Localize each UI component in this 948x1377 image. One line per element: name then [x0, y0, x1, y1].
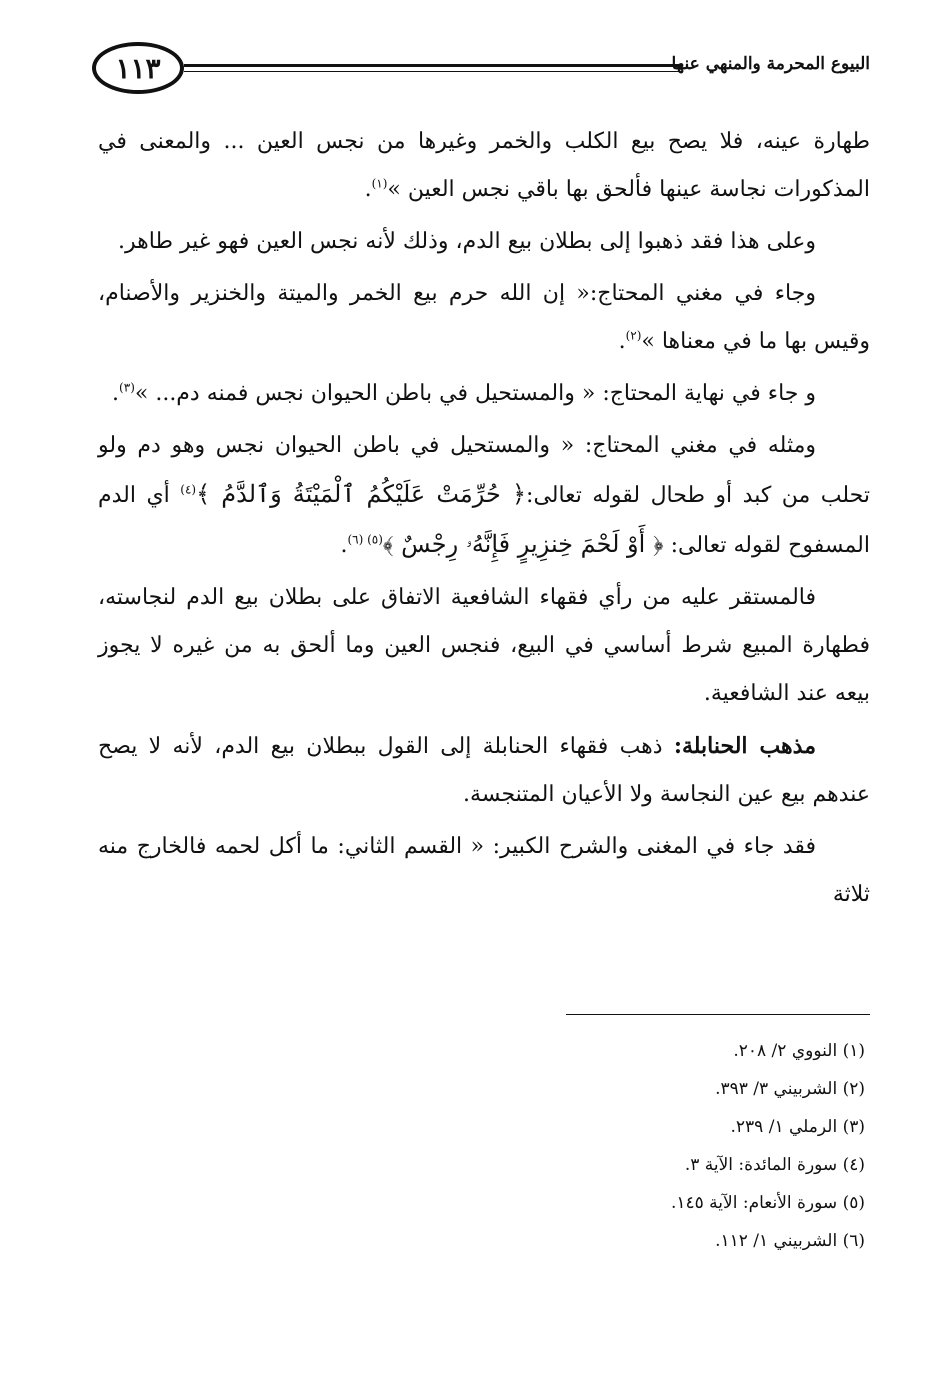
paragraph-7 — [98, 722, 870, 819]
footnote-ref-1: (١) — [371, 176, 388, 191]
running-head: البيوع المحرمة والمنهي عنها — [671, 54, 870, 74]
quran-verse-2: ﴿ أَوْ لَحْمَ خِنزِيرٍ فَإِنَّهُۥ رِجْسٌ ﴾ — [382, 530, 664, 558]
quran-verse-1: ﴿ حُرِّمَتْ عَلَيْكُمُ ٱلْمَيْتَةُ وَٱلدَّمُ ﴾ — [196, 480, 527, 508]
paragraph-8 — [98, 823, 870, 919]
footnote-separator — [566, 1014, 870, 1015]
paragraph-3-text: وجاء في مغني المحتاج:« إن الله حرم بيع الخمر والميتة والخنزير والأصنام، وقيس بها ما في معناها » — [98, 281, 870, 354]
paragraph-5-text-a: ومثله في مغني المحتاج: « والمستحيل في باطن الحيوان نجس وهو دم ولو تحلب من كبد أو طحال لقوله تعالى: — [98, 433, 870, 508]
footnote-item: (٢) الشربيني ٣/ ٣٩٣. — [715, 1079, 865, 1099]
paragraph-2 — [98, 218, 870, 266]
paragraph-4-text: و جاء في نهاية المحتاج: « والمستحيل في باطن الحيوان نجس فمنه دم... » — [134, 381, 816, 406]
paragraph-5: ومثله في مغني المحتاج: « والمستحيل في باطن الحيوان نجس وهو دم ولو تحلب من كبد أو طحال لقوله تعالى:﴿ حُرِّمَتْ عَلَيْكُمُ ٱلْمَيْتَةُ وَٱلدَّمُ ﴾$^{(٤)}$ أي الدم المسفوح لقوله تعالى: ﴿ أَوْ لَحْمَ خِنزِيرٍ فَإِنَّهُۥ رِجْسٌ ﴾$^{(٥) (٦)}$. — [98, 433, 870, 558]
paragraph-8-text: فقد جاء في المغنى والشرح الكبير: « القسم الثاني: ما أكل لحمه فالخارج منه ثلاثة — [98, 834, 870, 907]
footnote-item: (٥) سورة الأنعام: الآية ١٤٥. — [670, 1193, 865, 1213]
paragraph-3: وجاء في مغني المحتاج:« إن الله حرم بيع الخمر والميتة والخنزير والأصنام، وقيس بها ما في معناها »$^{(٢)}$. — [98, 281, 870, 354]
footnote-item: (١) النووي ٢/ ٢٠٨. — [733, 1041, 865, 1061]
paragraph-4: و جاء في نهاية المحتاج: « والمستحيل في باطن الحيوان نجس فمنه دم... »$^{(٣)}$. — [112, 380, 816, 406]
footnote-item: (٦) الشربيني ١/ ١١٢. — [715, 1231, 865, 1251]
footnotes — [500, 1032, 865, 1260]
footnote-item: (٤) سورة المائدة: الآية ٣. — [684, 1155, 865, 1175]
page-header — [92, 42, 870, 98]
paragraph-7-text: ذهب فقهاء الحنابلة إلى القول ببطلان بيع الدم، لأنه لا يصح عندهم بيع عين النجاسة ولا الأعيان المتنجسة. — [98, 734, 870, 807]
paragraph-2-text: وعلى هذا فقد ذهبوا إلى بطلان بيع الدم، وذلك لأنه نجس العين فهو غير طاهر. — [118, 229, 816, 254]
paragraph-5-text-b: أي الدم المسفوح لقوله تعالى: — [98, 483, 870, 558]
paragraph-6-text: فالمستقر عليه من رأي فقهاء الشافعية الاتفاق على بطلان بيع الدم لنجاسته، فطهارة المبيع شرط أساسي في البيع، فنجس العين وما ألحق به من غيره لا يجوز بيعه عند الشافعية. — [98, 585, 870, 706]
paragraph-1: طهارة عينه، فلا يصح بيع الكلب والخمر وغيرها من نجس العين ... والمعنى في المذكورات نجاسة عينها فألحق بها باقي نجس العين »$^{(١)}$. — [98, 129, 870, 202]
footnote-ref-3: (٣) — [119, 380, 135, 395]
section-lead-hanbali: مذهب الحنابلة: — [673, 733, 816, 759]
footnote-ref-2: (٢) — [625, 328, 642, 343]
main-text — [98, 118, 870, 923]
paragraph-1-text: طهارة عينه، فلا يصح بيع الكلب والخمر وغيرها من نجس العين ... والمعنى في المذكورات نجاسة عينها فألحق بها باقي نجس العين » — [98, 129, 870, 202]
paragraph-6 — [98, 574, 870, 718]
page-number: ١١٣ — [92, 42, 184, 94]
footnote-ref-4: (٤) — [180, 482, 197, 497]
footnote-item: (٣) الرملي ١/ ٢٣٩. — [730, 1117, 865, 1137]
footnote-ref-5-6: (٥) (٦) — [347, 532, 383, 547]
header-rule — [184, 64, 682, 72]
